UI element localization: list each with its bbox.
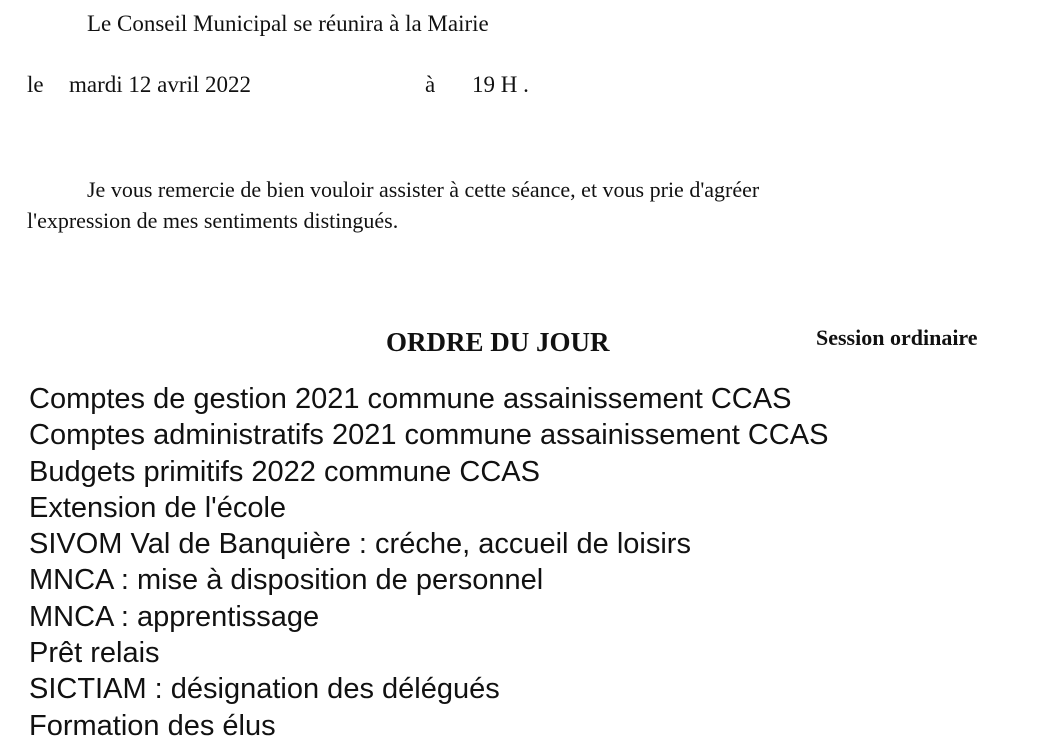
agenda-item: SIVOM Val de Banquière : créche, accueil de loisirs xyxy=(29,528,691,561)
agenda-item: Comptes administratifs 2021 commune assainissement CCAS xyxy=(29,419,829,452)
agenda-item: SICTIAM : désignation des délégués xyxy=(29,673,500,706)
date-prefix: le xyxy=(27,72,44,97)
agenda-item: Budgets primitifs 2022 commune CCAS xyxy=(29,455,540,488)
agenda-item: Prêt relais xyxy=(29,637,160,670)
time-prefix: à xyxy=(425,72,436,97)
agenda-item: MNCA : apprentissage xyxy=(29,600,320,633)
convocation-line: Le Conseil Municipal se réunira à la Mairie xyxy=(87,11,489,36)
message-line-2: l'expression de mes sentiments distingués. xyxy=(27,208,399,233)
meeting-date: mardi 12 avril 2022 xyxy=(69,72,252,97)
session-type: Session ordinaire xyxy=(816,325,978,350)
meeting-time: 19 H . xyxy=(472,72,529,97)
agenda-item: Formation des élus xyxy=(29,709,276,742)
agenda-item: Comptes de gestion 2021 commune assainissement CCAS xyxy=(29,383,792,415)
agenda-list xyxy=(29,381,828,744)
agenda-title: ORDRE DU JOUR xyxy=(386,327,610,357)
message-line-1: Je vous remercie de bien vouloir assister à cette séance, et vous prie d'agréer xyxy=(87,177,760,202)
agenda-item: Extension de l'école xyxy=(29,491,287,524)
agenda-item: MNCA : mise à disposition de personnel xyxy=(29,564,544,597)
